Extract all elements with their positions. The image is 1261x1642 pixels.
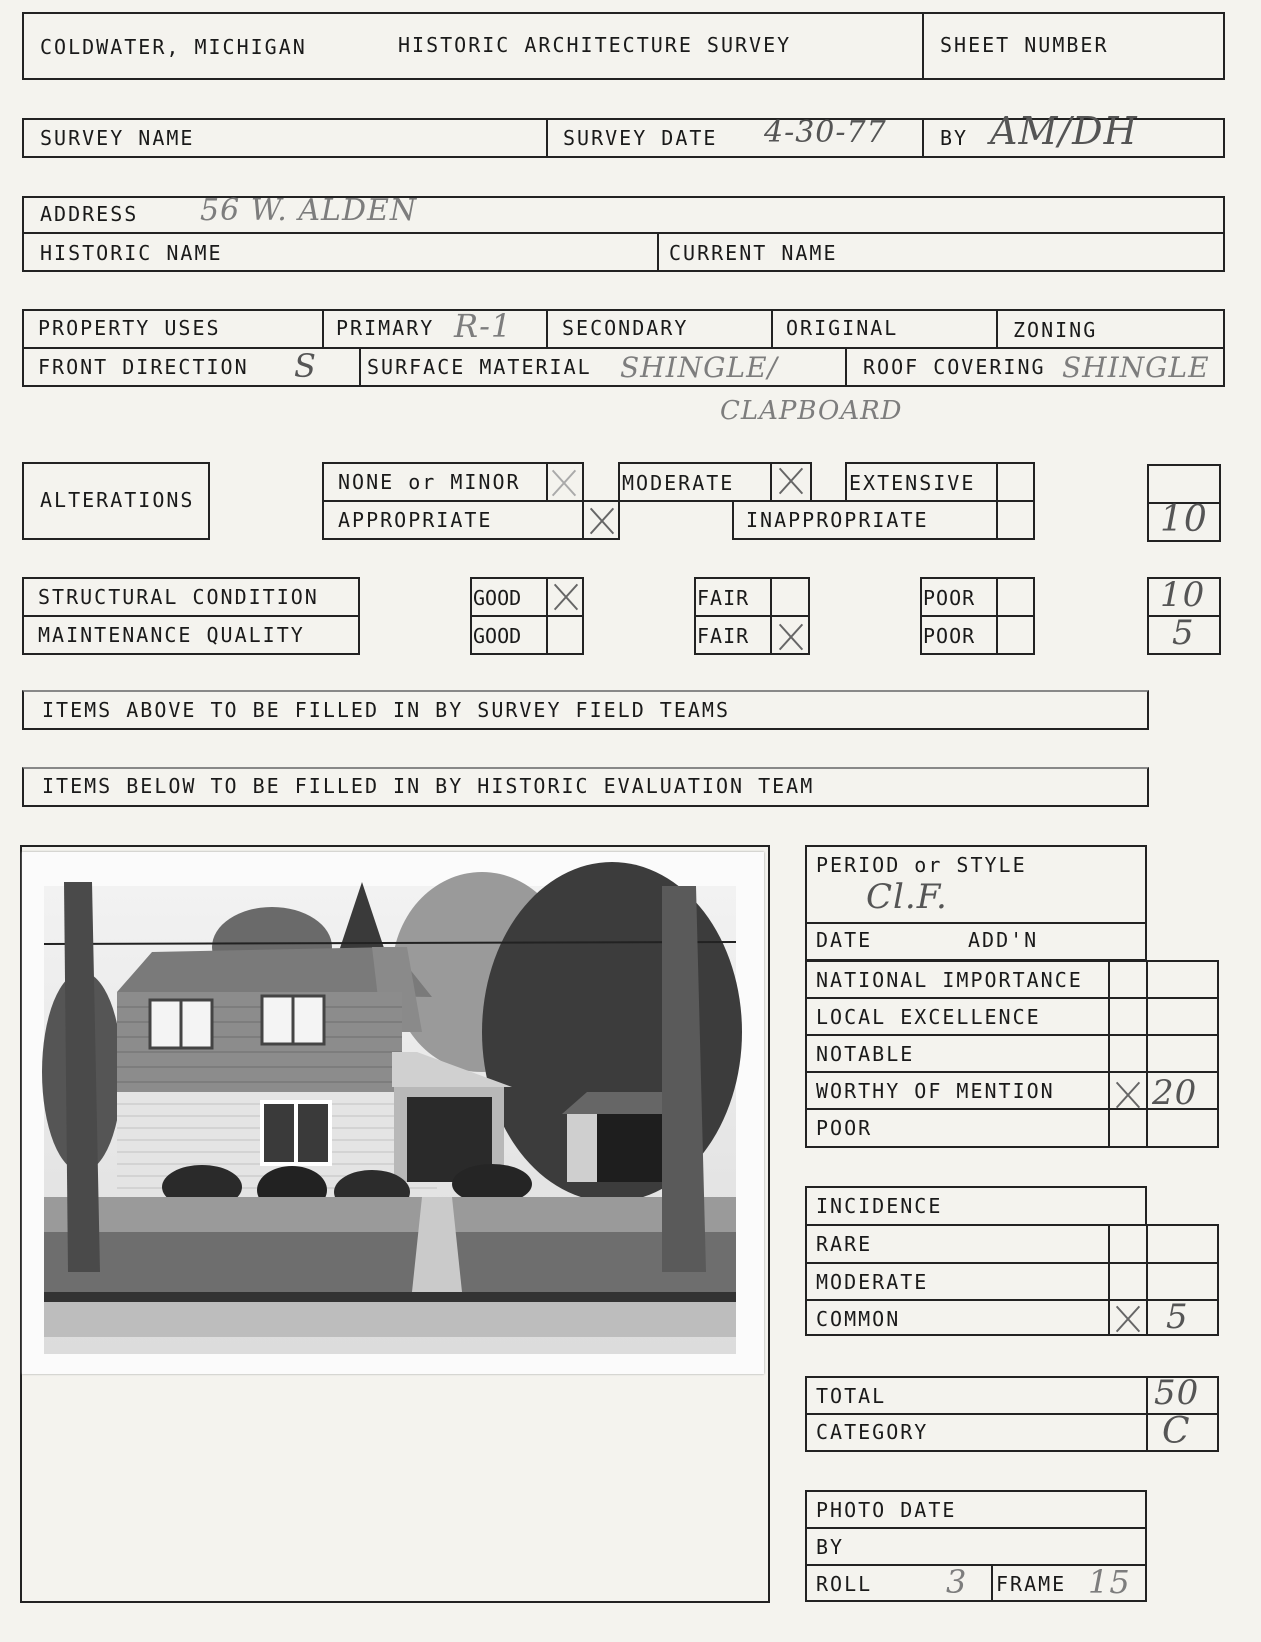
items-below-note: ITEMS BELOW TO BE FILLED IN BY HISTORIC EVALUATION TEAM	[42, 774, 815, 798]
structural-poor-label: POOR	[923, 586, 976, 610]
roof-covering-label: ROOF COVERING	[863, 355, 1046, 379]
category-value: C	[1162, 1411, 1191, 1452]
property-uses-label: PROPERTY USES	[38, 316, 221, 340]
incidence-moderate-label: MODERATE	[816, 1270, 929, 1294]
alterations-score: 10	[1160, 499, 1208, 540]
structural-good-label: GOOD	[473, 586, 522, 610]
surface-material-value: SHINGLE/	[620, 351, 778, 384]
photo-date-label: PHOTO DATE	[816, 1498, 957, 1522]
primary-label: PRIMARY	[336, 316, 435, 340]
maintenance-fair-x-mark	[773, 620, 807, 654]
appropriate-x-mark	[584, 504, 618, 538]
common-score: 5	[1166, 1297, 1189, 1337]
local-excellence-label: LOCAL EXCELLENCE	[816, 1005, 1041, 1029]
inappropriate-label: INAPPROPRIATE	[746, 508, 929, 532]
maintenance-fair-label: FAIR	[697, 624, 750, 648]
secondary-label: SECONDARY	[562, 316, 689, 340]
by-value: AM/DH	[990, 109, 1138, 153]
period-style-value: Cl.F.	[866, 877, 948, 917]
structural-fair-label: FAIR	[697, 586, 750, 610]
moderate-label: MODERATE	[622, 471, 735, 495]
frame-value: 15	[1088, 1563, 1131, 1601]
rare-label: RARE	[816, 1232, 873, 1256]
category-label: CATEGORY	[816, 1420, 929, 1444]
maintenance-poor-label: POOR	[923, 624, 976, 648]
maintenance-score: 5	[1172, 613, 1195, 653]
roof-covering-value: SHINGLE	[1062, 351, 1210, 384]
common-x-mark	[1110, 1302, 1144, 1336]
original-label: ORIGINAL	[786, 316, 899, 340]
worthy-of-mention-label: WORTHY OF MENTION	[816, 1079, 1055, 1103]
survey-date-value: 4-30-77	[764, 115, 887, 150]
date-label: DATE	[816, 928, 873, 952]
total-label: TOTAL	[816, 1384, 887, 1408]
moderate-x-mark	[773, 464, 807, 498]
form-title: HISTORIC ARCHITECTURE SURVEY	[398, 33, 792, 57]
national-importance-label: NATIONAL IMPORTANCE	[816, 968, 1083, 992]
primary-value: R-1	[454, 307, 513, 345]
structural-good-x-mark	[548, 580, 582, 614]
extensive-label: EXTENSIVE	[849, 471, 976, 495]
incidence-label: INCIDENCE	[816, 1194, 943, 1218]
front-direction-value: S	[294, 347, 317, 385]
items-above-note: ITEMS ABOVE TO BE FILLED IN BY SURVEY FIELD TEAMS	[42, 698, 731, 722]
roll-value: 3	[946, 1563, 968, 1601]
addn-label: ADD'N	[968, 928, 1039, 952]
current-name-label: CURRENT NAME	[669, 241, 838, 265]
structural-condition-label: STRUCTURAL CONDITION	[38, 585, 319, 609]
none-minor-x-mark	[546, 466, 580, 500]
none-minor-label: NONE or MINOR	[338, 470, 521, 494]
surface-material-label: SURFACE MATERIAL	[367, 355, 592, 379]
address-label: ADDRESS	[40, 202, 139, 226]
maintenance-good-label: GOOD	[473, 624, 522, 648]
period-style-label: PERIOD or STYLE	[816, 853, 1027, 877]
maintenance-quality-label: MAINTENANCE QUALITY	[38, 623, 305, 647]
photo-by-label: BY	[816, 1535, 845, 1559]
alterations-label: ALTERATIONS	[40, 488, 195, 512]
house-photo-image	[22, 852, 764, 1374]
structural-score: 10	[1160, 575, 1206, 615]
common-label: COMMON	[816, 1307, 901, 1331]
appropriate-label: APPROPRIATE	[338, 508, 493, 532]
survey-name-label: SURVEY NAME	[40, 126, 195, 150]
worthy-score: 20	[1152, 1073, 1198, 1113]
sheet-number-label: SHEET NUMBER	[940, 33, 1109, 57]
building-photograph	[22, 852, 764, 1374]
by-label: BY	[940, 126, 969, 150]
zoning-label: ZONING	[1013, 318, 1098, 342]
front-direction-label: FRONT DIRECTION	[38, 355, 249, 379]
notable-label: NOTABLE	[816, 1042, 915, 1066]
importance-poor-label: POOR	[816, 1116, 873, 1140]
address-value: 56 W. ALDEN	[200, 193, 418, 228]
worthy-x-mark	[1110, 1078, 1144, 1112]
surface-material-value-2: CLAPBOARD	[720, 396, 903, 426]
survey-date-label: SURVEY DATE	[563, 126, 718, 150]
location-label: COLDWATER, MICHIGAN	[40, 35, 307, 59]
historic-name-label: HISTORIC NAME	[40, 241, 223, 265]
frame-label: FRAME	[996, 1572, 1067, 1596]
total-value: 50	[1154, 1373, 1200, 1413]
roll-label: ROLL	[816, 1572, 873, 1596]
